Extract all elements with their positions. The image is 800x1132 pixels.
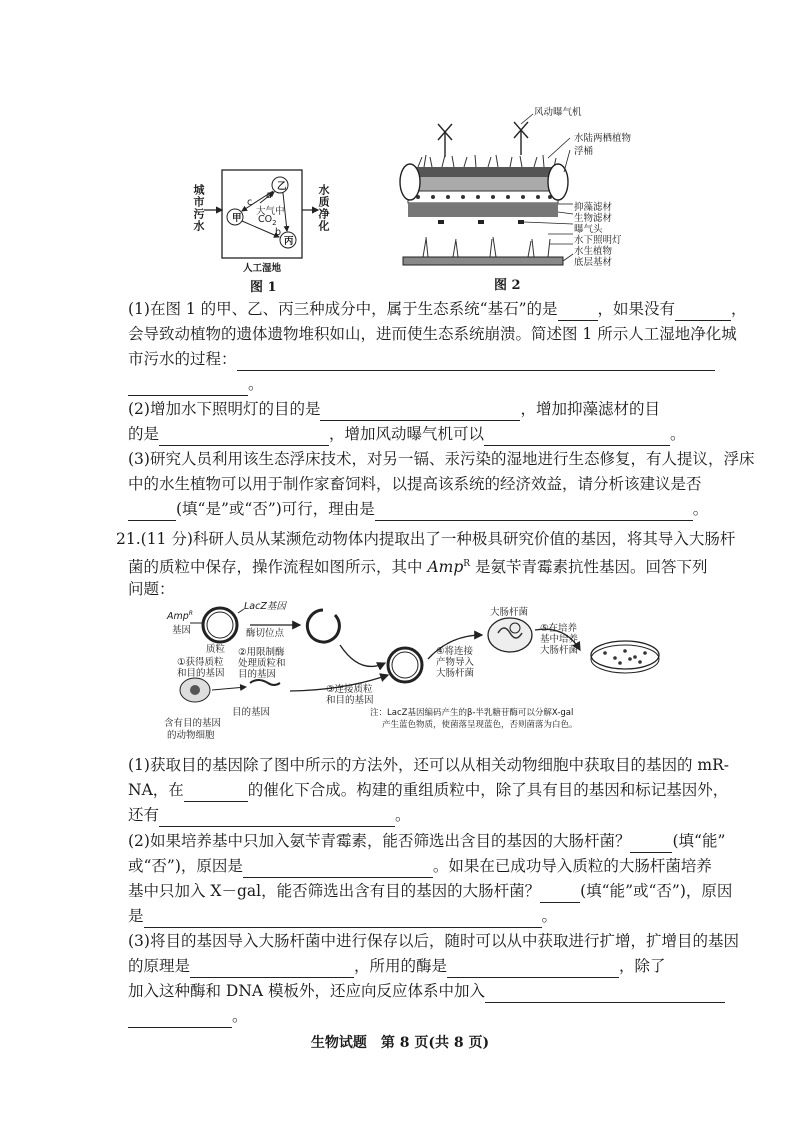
- diag-note1: 注：LacZ基因编码产生的β-半乳糖苷酶可以分解X-gal: [370, 708, 574, 718]
- diag-plasmid: 质粒: [206, 644, 226, 655]
- q20-p1-line2: 会导致动植物的遗体遗物堆积如山，进而使生态系统崩溃。简述图 1 所示人工湿地净化城: [128, 325, 737, 343]
- fig1-left-label: 城市污水: [192, 184, 205, 232]
- q21-p3-line1: (3)将目的基因导入大肠杆菌中进行保存以后，随时可以从中获取进行扩增，扩增目的基因: [128, 932, 739, 950]
- q21-line3: 问题：: [128, 580, 175, 598]
- q20-p1-line3: 市污水的过程：: [128, 347, 708, 371]
- q20-p3-line3: (填“是”或“否”)可行，理由是 。: [128, 497, 708, 521]
- q21-p2-line2: 或“否”)，原因是 。如果在已成功导入质粒的大肠杆菌培养: [128, 854, 708, 878]
- fig2-label-aeration-head: 曝气头: [574, 224, 603, 235]
- q21-line1: 21.(11 分)科研人员从某濒危动物体内提取出了一种极具研究价值的基因，将其导入大肠杆: [116, 530, 736, 548]
- diag-step2: ②用限制酶: [238, 647, 285, 658]
- node-jia: 甲: [232, 213, 242, 224]
- q21-p1-line3: 还有 。: [128, 803, 708, 827]
- diag-animal-cell: 含有目的基因: [164, 718, 222, 729]
- arrow-b-label: b: [275, 227, 282, 238]
- fig2-diagram: [398, 112, 578, 272]
- diag-step4: ④将连接: [436, 646, 474, 657]
- diag-target-gene: 目的基因: [232, 707, 271, 718]
- fig2-label-underwater-light: 水下照明灯: [574, 235, 622, 246]
- diag-step3b: 和目的基因: [326, 695, 374, 706]
- diag-step2c: 目的基因: [238, 669, 277, 680]
- q21-p2-line1: (2)如果培养基中只加入氨苄青霉素，能否筛选出含目的基因的大肠杆菌？ (填“能”: [128, 829, 708, 853]
- diag-step2b: 处理质粒和: [238, 658, 286, 669]
- q21-p3-line2: 的原理是 ，所用的酶是 ，除了: [128, 954, 708, 978]
- diag-step1b: 和目的基因: [177, 668, 225, 679]
- arrow-a-label: a: [266, 190, 272, 201]
- fig1-label: 图 1: [250, 280, 277, 295]
- diag-step5b: 基中培养: [540, 634, 579, 645]
- arrow-c-label: c: [247, 197, 253, 208]
- atmosphere-label: 大气中: [256, 206, 285, 217]
- q21-line2: 菌的质粒中保存，操作流程如图所示，其中 Amp$^R$ 是氨苄青霉素抗性基因。回答下列: [128, 558, 708, 577]
- fig2-label-water-plant: 水生植物: [574, 246, 613, 257]
- q20-p3-line2: 中的水生植物可以用于制作家畜饲料，以提高该系统的经济效益，请分析该建议是否: [128, 475, 702, 493]
- diag-step1: ①获得质粒: [177, 657, 224, 668]
- q20-p2-line1: (2)增加水下照明灯的目的是 ，增加抑藻滤材的目: [128, 397, 708, 421]
- diag-amp-gene: 基因: [172, 625, 192, 636]
- diag-amp-label: Amp$^R$: [167, 610, 193, 623]
- diag-lacz: LacZ基因: [244, 601, 286, 612]
- q21-p2-line4: 是 。: [128, 904, 708, 928]
- fig2-label-bio-filter: 生物滤材: [574, 213, 613, 224]
- fig2-label-base: 底层基材: [574, 257, 613, 268]
- diag-step4c: 大肠杆菌: [436, 668, 475, 679]
- fig2-label-aerator: 风动曝气机: [534, 107, 582, 118]
- q21-p3-line4: 。: [128, 1004, 708, 1028]
- diag-note2: 产生蓝色物质，使菌落呈现蓝色，否则菌落为白色。: [382, 720, 578, 730]
- diag-step3: ③连接质粒: [326, 684, 373, 695]
- q20-p1-line1: (1)在图 1 的甲、乙、丙三种成分中，属于生态系统“基石”的是 ，如果没有 ，: [128, 297, 708, 321]
- q21-p2-line3: 基中只加入 X－gal，能否筛选出含有目的基因的大肠杆菌？ (填“能”或“否”)，原因: [128, 879, 708, 903]
- fig2-label: 图 2: [494, 278, 521, 293]
- diag-step5: ⑤在培养: [540, 623, 578, 634]
- diag-step5c: 大肠杆菌: [540, 645, 579, 656]
- page-footer: 生物试题 第 8 页(共 8 页): [310, 1035, 490, 1051]
- q21-p1-line1: (1)获取目的基因除了图中所示的方法外，还可以从相关动物细胞中获取目的基因的 mR-: [128, 756, 729, 774]
- q20-p3-line1: (3)研究人员利用该生态浮床技术，对另一镉、汞污染的湿地进行生态修复，有人提议，浮床: [128, 450, 755, 468]
- node-bing: 丙: [284, 236, 294, 247]
- q21-p3-line3: 加入这种酶和 DNA 模板外，还应向反应体系中加入: [128, 979, 708, 1003]
- diag-ecoli: 大肠杆菌: [490, 607, 529, 618]
- q21-p1-line2: NA，在 的催化下合成。构建的重组质粒中，除了具有目的基因和标记基因外，: [128, 778, 708, 802]
- node-yi: 乙: [277, 181, 287, 192]
- diag-step4b: 产物导入: [436, 657, 475, 668]
- q20-p2-line2: 的是 ，增加风动曝气机可以 。: [128, 422, 708, 446]
- fig2-label-algae-filter: 抑藻滤材: [574, 202, 613, 213]
- fig1-caption: 人工湿地: [243, 263, 282, 274]
- fig1-right-label: 水质净化: [317, 184, 330, 232]
- q20-p1-line4: 。: [128, 372, 708, 396]
- diag-animal-cell-b: 的动物细胞: [167, 730, 215, 741]
- co2-label: $CO_2$: [258, 214, 277, 227]
- fig2-label-amphibious-plant: 水陆两栖植物: [574, 133, 632, 144]
- fig2-label-float: 浮桶: [574, 146, 594, 157]
- diag-cut-site: 酶切位点: [246, 628, 285, 639]
